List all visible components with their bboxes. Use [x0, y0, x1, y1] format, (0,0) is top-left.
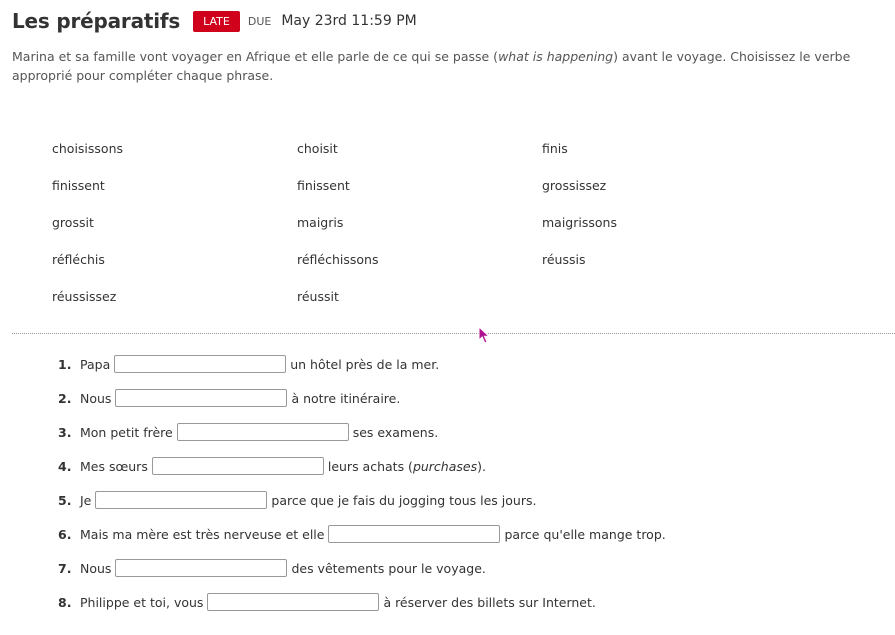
- question-text-before: Mais ma mère est très nerveuse et elle: [80, 526, 325, 542]
- word-bank-row: [52, 130, 792, 167]
- question-text-before: Je: [80, 492, 92, 508]
- question-row: [58, 449, 878, 483]
- question-number: 7.: [58, 560, 72, 576]
- word-bank-item: grossit: [52, 215, 94, 230]
- word-bank-item: choisit: [297, 141, 338, 156]
- question-text-after: [328, 459, 486, 474]
- question-row: [58, 585, 878, 619]
- word-bank-row: [52, 204, 792, 241]
- question-number: 4.: [58, 458, 72, 474]
- question-text-before: Philippe et toi, vous: [80, 594, 204, 610]
- question-number: 3.: [58, 424, 72, 440]
- question-text-after: à notre itinéraire.: [291, 390, 401, 406]
- question-text-after: un hôtel près de la mer.: [290, 356, 440, 372]
- answer-input-2[interactable]: [115, 389, 287, 407]
- word-bank-row: [52, 278, 792, 315]
- question-text-after: parce qu'elle mange trop.: [504, 526, 666, 542]
- question-text-after-part: leurs achats (: [327, 458, 413, 474]
- assignment-header: [12, 6, 417, 36]
- instructions-part2: ) avant le voyage. Choisissez le verbe approprié pour compléter chaque phrase.: [12, 49, 851, 83]
- question-number: 2.: [58, 390, 72, 406]
- question-text-before: Mon petit frère: [80, 424, 173, 440]
- question-list: [58, 347, 878, 619]
- word-bank-item: finissent: [297, 178, 350, 193]
- question-row: [58, 517, 878, 551]
- question-number: 6.: [58, 526, 72, 542]
- question-text-before: Nous: [80, 560, 112, 576]
- word-bank-row: [52, 167, 792, 204]
- mouse-pointer-icon: [478, 326, 490, 344]
- answer-input-3[interactable]: [177, 423, 349, 441]
- page-title: Les préparatifs: [12, 9, 181, 33]
- question-row: [58, 415, 878, 449]
- word-bank-item: maigris: [297, 215, 344, 230]
- word-bank-row: [52, 241, 792, 278]
- word-bank-item: grossissez: [542, 178, 607, 193]
- question-text-after-part: ).: [477, 458, 486, 474]
- question-text-before: Nous: [80, 390, 112, 406]
- due-date: May 23rd 11:59 PM: [281, 13, 417, 29]
- word-bank: [52, 130, 792, 315]
- word-bank-item: finis: [542, 141, 568, 156]
- question-number: 1.: [58, 356, 72, 372]
- late-badge: LATE: [193, 11, 240, 32]
- word-bank-item: réfléchissons: [297, 252, 379, 267]
- answer-input-6[interactable]: [328, 525, 500, 543]
- answer-input-1[interactable]: [114, 355, 286, 373]
- word-bank-item: réfléchis: [52, 252, 105, 267]
- question-text-after: parce que je fais du jogging tous les jours.: [271, 492, 537, 508]
- answer-input-5[interactable]: [95, 491, 267, 509]
- question-number: 5.: [58, 492, 72, 508]
- instructions-text: [12, 47, 857, 85]
- word-bank-item: réussis: [542, 252, 586, 267]
- answer-input-7[interactable]: [115, 559, 287, 577]
- question-text-after: à réserver des billets sur Internet.: [383, 594, 596, 610]
- answer-input-4[interactable]: [152, 457, 324, 475]
- question-text-italic: purchases: [412, 458, 478, 474]
- word-bank-item: réussissez: [52, 289, 117, 304]
- due-label: DUE: [247, 14, 272, 28]
- word-bank-item: choisissons: [52, 141, 124, 156]
- word-bank-item: maigrissons: [542, 215, 617, 230]
- word-bank-item: réussit: [297, 289, 339, 304]
- answer-input-8[interactable]: [207, 593, 379, 611]
- word-bank-item: finissent: [52, 178, 105, 193]
- question-text-before: Papa: [80, 356, 111, 372]
- question-row: [58, 347, 878, 381]
- question-number: 8.: [58, 594, 72, 610]
- question-text-after: ses examens.: [352, 424, 439, 440]
- question-row: [58, 551, 878, 585]
- section-divider: [12, 333, 895, 334]
- instructions-part1: Marina et sa famille vont voyager en Afrique et elle parle de ce qui se passe (: [12, 49, 499, 64]
- question-row: [58, 381, 878, 415]
- instructions-italic: what is happening: [498, 49, 614, 64]
- question-text-after: des vêtements pour le voyage.: [291, 560, 486, 576]
- question-text-before: Mes sœurs: [80, 458, 148, 474]
- question-row: [58, 483, 878, 517]
